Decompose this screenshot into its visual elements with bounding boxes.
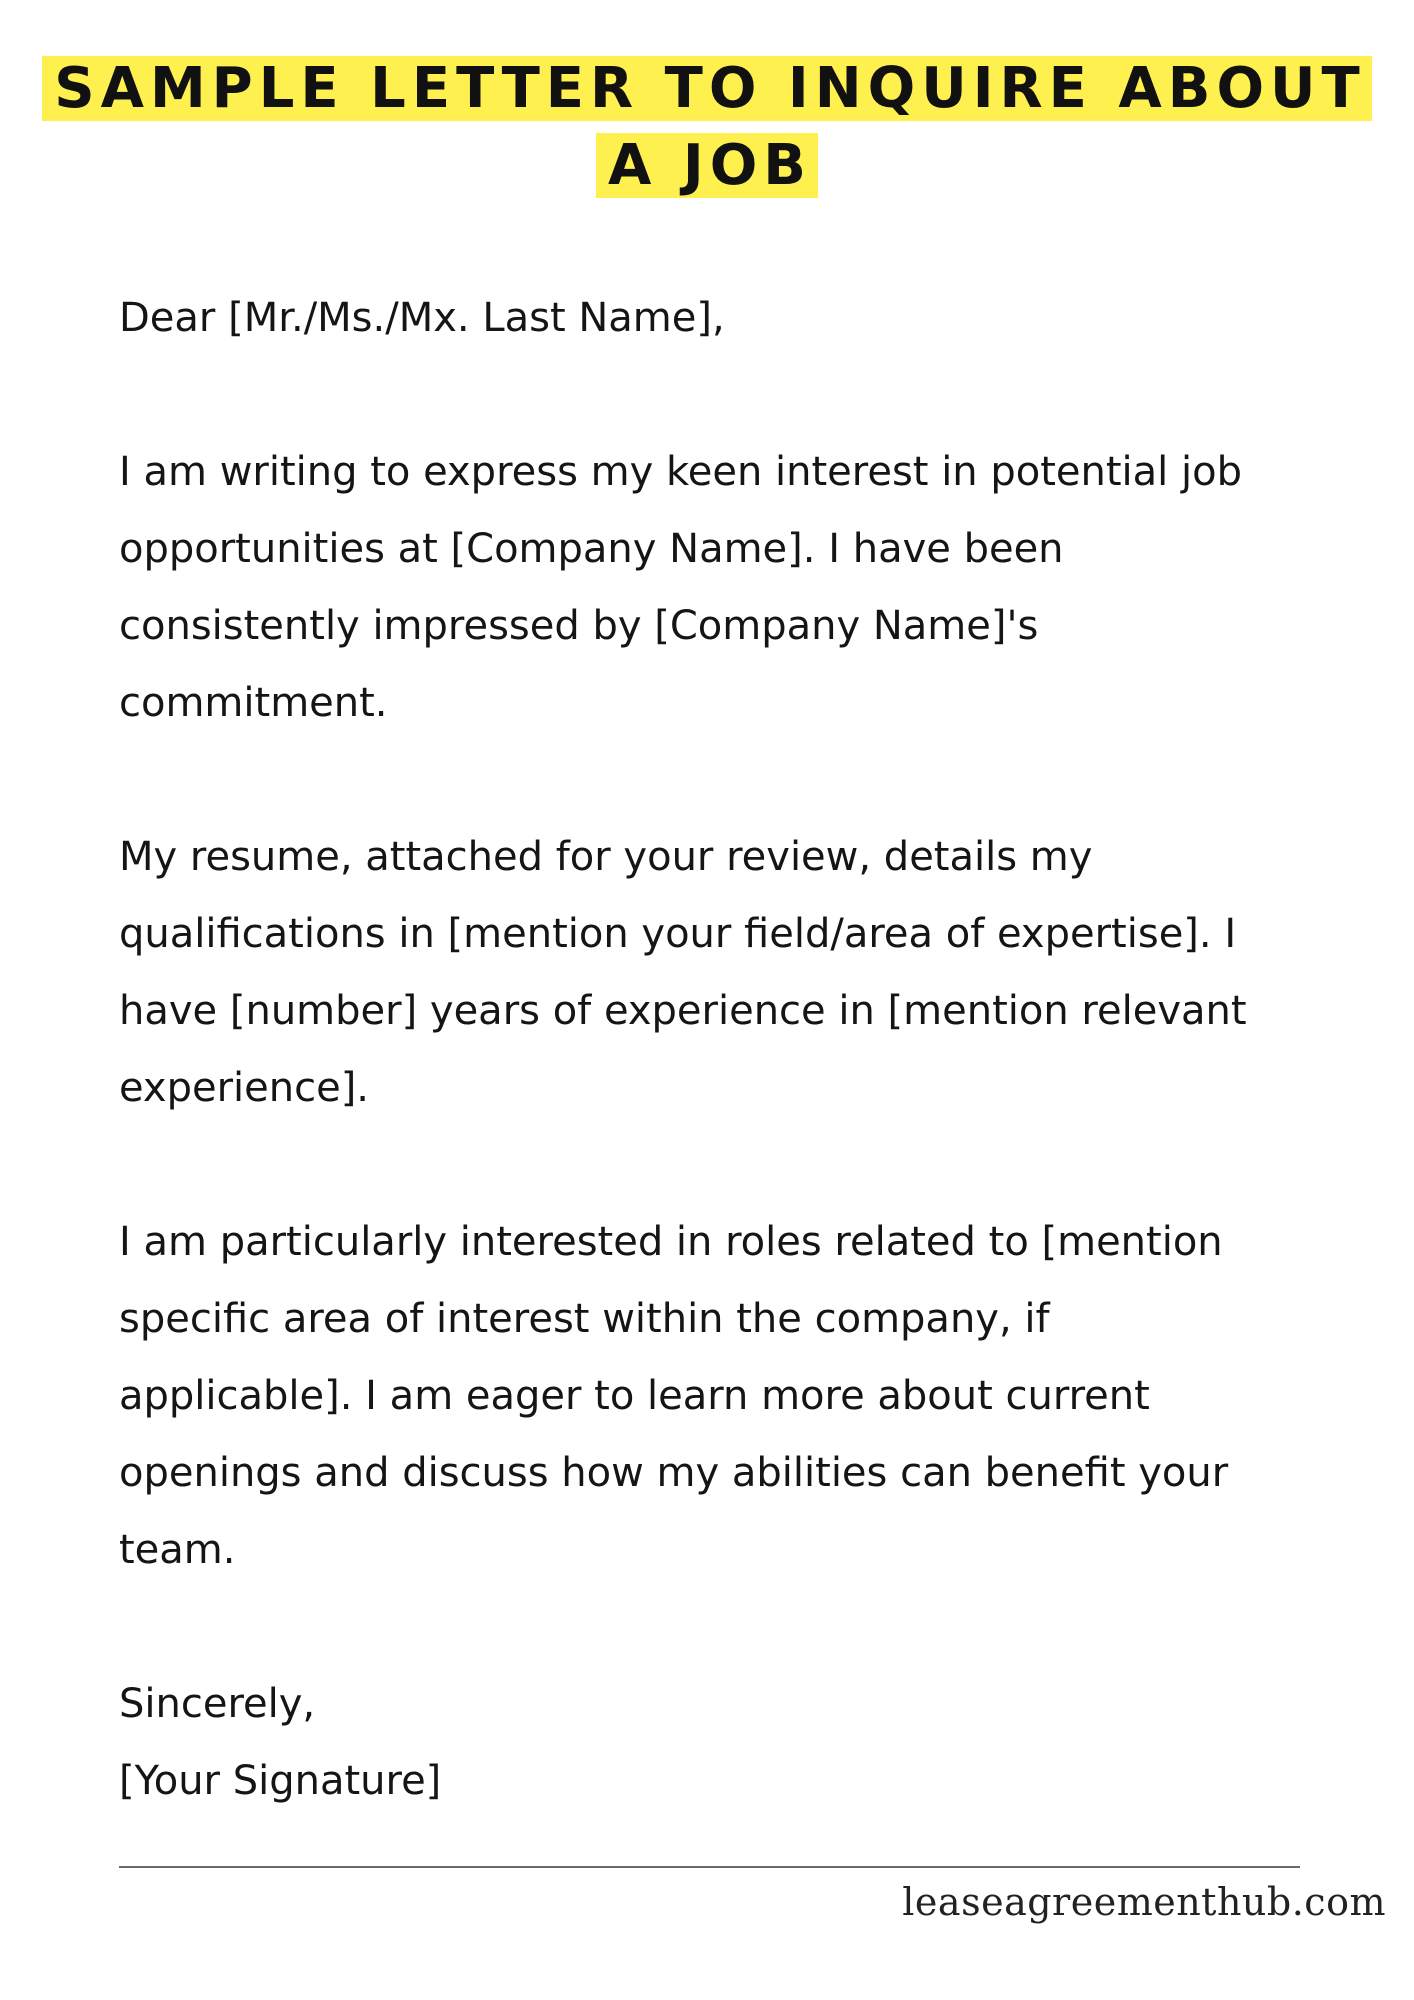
footer-site-name: leaseagreementhub.com bbox=[902, 1880, 1386, 1924]
letter-closing: Sincerely, [Your Signature] bbox=[119, 1681, 442, 1804]
letter-salutation: Dear [Mr./Ms./Mx. Last Name], bbox=[119, 295, 725, 341]
letter-paragraph-3: I am particularly interested in roles related to [mention specific area of interest within the company, if applicable]. I am eager to learn more about current openings and discuss how my abilities can benefit your team. bbox=[119, 1219, 1229, 1573]
letter-body bbox=[119, 280, 1349, 1820]
letter-paragraph-2: My resume, attached for your review, details my qualifications in [mention your field/area of expertise]. I have [number] years of experience in [mention relevant experience]. bbox=[119, 834, 1247, 1111]
title-line-2: A JOB bbox=[596, 133, 818, 198]
letter-paragraph-1: I am writing to express my keen interest in potential job opportunities at [Company Name]. I have been consistently impressed by [Company Name]'s commitment. bbox=[119, 449, 1242, 726]
page-title bbox=[0, 50, 1414, 204]
footer-divider bbox=[119, 1866, 1300, 1868]
title-line-1: SAMPLE LETTER TO INQUIRE ABOUT bbox=[42, 56, 1371, 121]
